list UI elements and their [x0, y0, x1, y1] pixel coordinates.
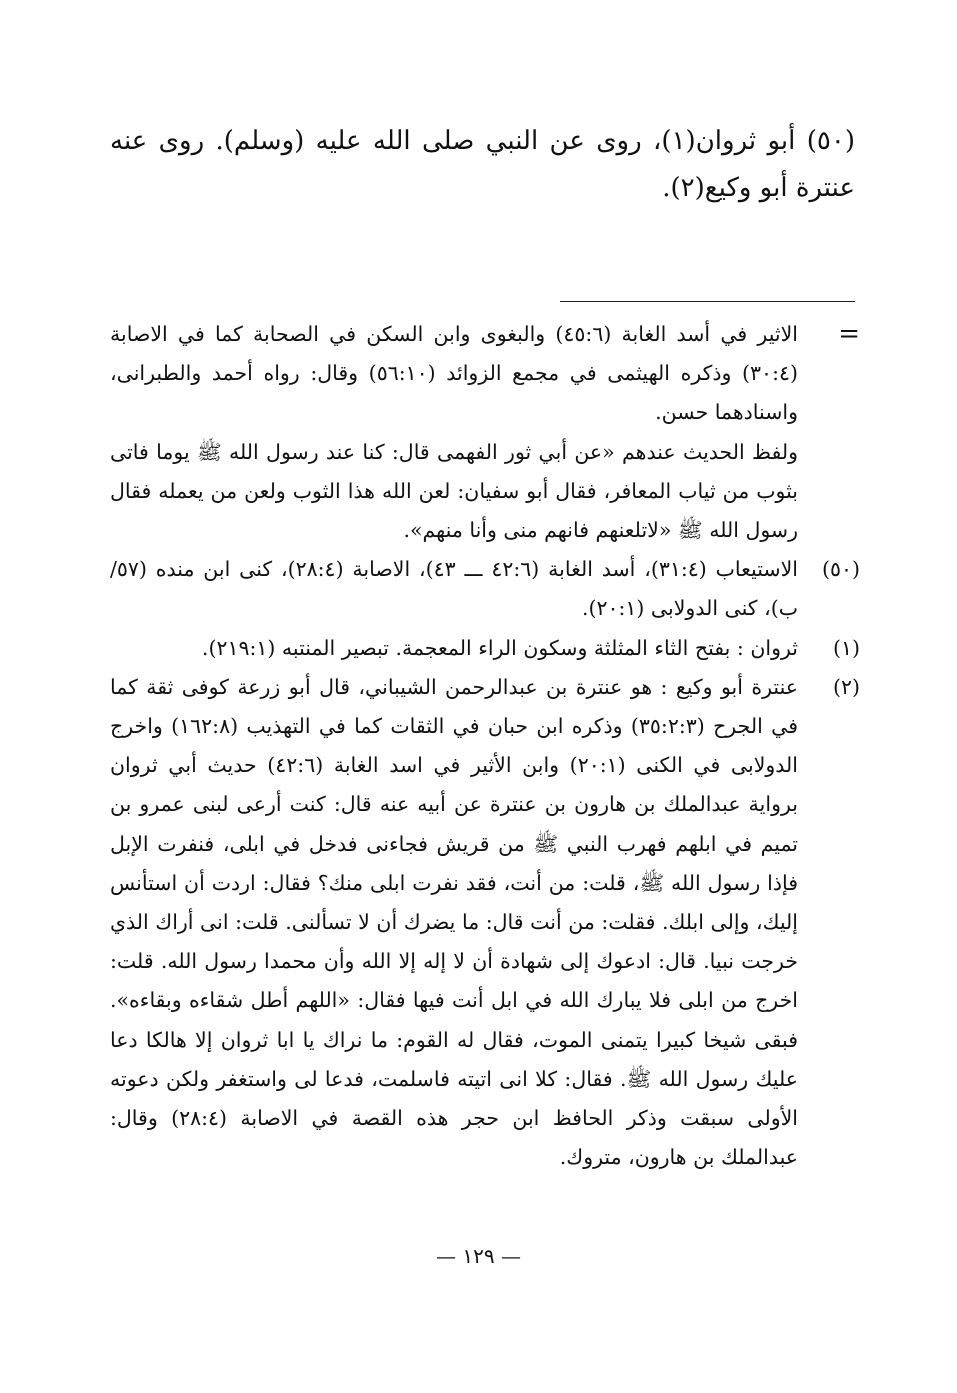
footnote-paragraph: ولفظ الحديث عندهم «عن أبي ثور الفهمى قال: كنا عند رسول الله ﷺ يوما فاتى بثوب من ثياب المعافر، فقال أبو سفيان: لعن الله هذا الثوب ولعن من يعمله فقال رسول الله ﷺ «لاتلعنهم فانهم منى وأنا منهم». [110, 439, 798, 543]
footnote-paragraph: الاثير في أسد الغابة (٤٥:٦) والبغوى وابن السكن في الصحابة كما في الاصابة (٣٠:٤) وذكره الهيثمى في مجمع الزوائد (٥٦:١٠) وقال: رواه أحمد والطبرانى، واسنادهما حسن. [110, 322, 798, 425]
footnote-text: عنترة أبو وكيع : هو عنترة بن عبدالرحمن الشيباني، قال أبو زرعة كوفى ثقة كما في الجرح (٣٥:٢:٣) وذكره ابن حبان في الثقات كما في التهذيب (١٦٢:٨) واخرج الدولابى في الكنى (٢٠:١) وابن الأثير في اسد الغابة (٤٢:٦) حديث أبي ثروان برواية عبدالملك بن هارون بن عنترة عن أبيه عنه قال: كنت أرعى لبنى عمرو بن تميم في ابلهم فهرب النبي ﷺ من قريش فجاءنى فدخل في ابلى، فنفرت الإبل فإذا رسول الله ﷺ، قلت: من أنت، فقد نفرت ابلى منك؟ فقال: اردت أن استأنس إليك، وإلى ابلك. فقلت: من أنت قال: ما يضرك أن لا تسألنى. قلت: انى أراك الذي خرجت نبيا. قال: ادعوك إلى شهادة أن لا إله إلا الله وأن محمدا رسول الله. قلت: اخرج من ابلى فلا يبارك الله في ابل أنت فيها فقال: «اللهم أطل شقاءه وبقاءه». فبقى شيخا كبيرا يتمنى الموت، فقال له القوم: ما نراك يا ابا ثروان إلا هالكا دعا عليك رسول الله ﷺ. فقال: كلا انى اتيته فاسلمت، فدعا لى واستغفر ولكن دعوته الأولى سبقت وذكر الحافظ ابن حجر هذه القصة في الاصابة (٢٨:٤) وقال: عبدالملك بن هارون، متروك. [110, 674, 799, 1170]
main-text [110, 118, 855, 212]
footnote-continuation [110, 315, 860, 550]
footnote-50 [110, 550, 860, 628]
footnote-2 [110, 668, 860, 1178]
page-number: — ١٢٩ — [436, 1244, 521, 1268]
footnote-continuation-body [110, 315, 798, 550]
footnotes-section [110, 315, 860, 1177]
footnote-separator [560, 301, 855, 302]
footnote-text: الاستيعاب (٣١:٤)، أسد الغابة (٤٢:٦ ـــ ٤٣)، الاصابة (٢٨:٤)، كنى ابن منده (٥٧/ب)، كنى الدولابى (٢٠:١). [110, 557, 798, 621]
footnote-marker: (٢) [832, 674, 860, 699]
biography-entry-50: (٥٠) أبو ثروان(١)، روى عن النبي صلى الله عليه (وسلم). روى عنه عنترة أبو وكيع(٢). [110, 126, 855, 203]
footnote-text: ثروان : بفتح الثاء المثلثة وسكون الراء المعجمة. تبصير المنتبه (٢١٩:١). [201, 635, 798, 660]
footnote-marker: (١) [832, 635, 860, 660]
footnote-marker: (٥٠) [821, 557, 860, 582]
footnote-1 [110, 629, 860, 668]
continuation-marker: = [838, 319, 860, 349]
